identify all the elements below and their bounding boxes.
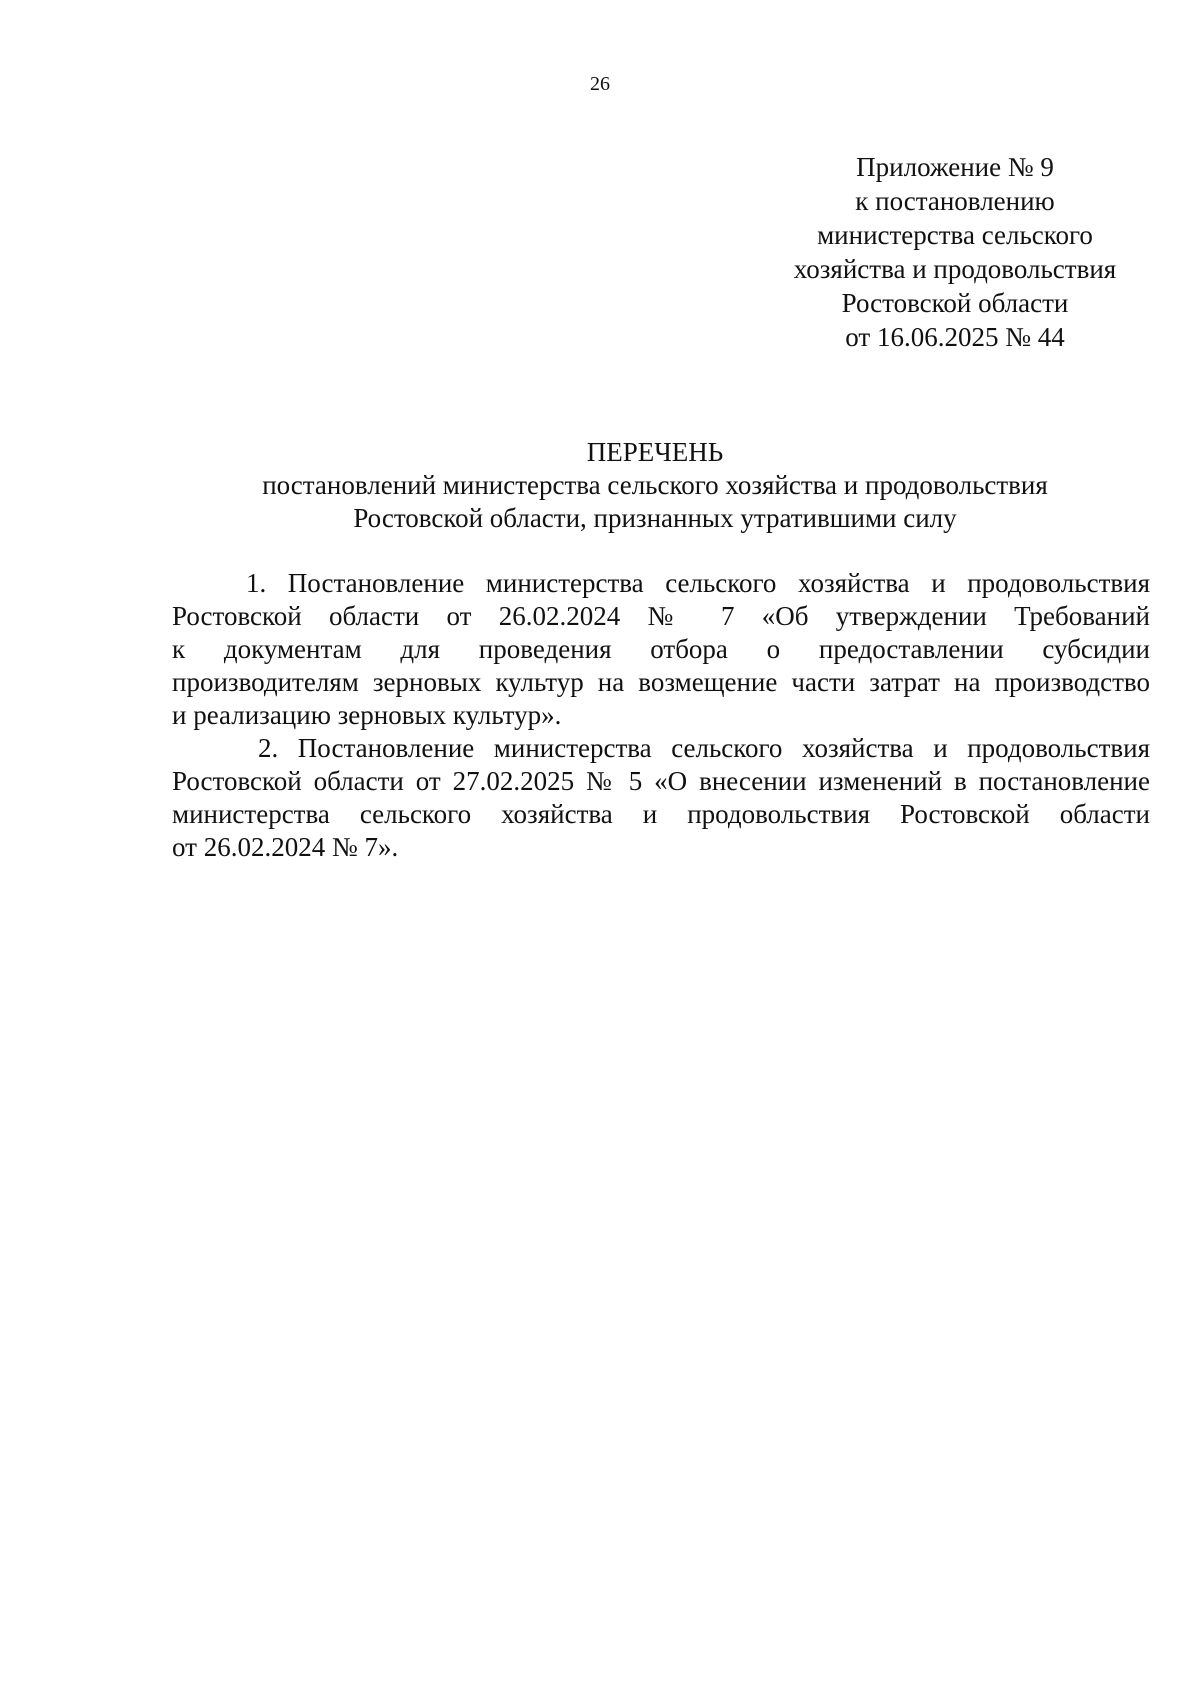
list-item-line: Ростовской области от 26.02.2024 № 7 «Об утверждении Требований — [172, 601, 1150, 631]
title-heading: ПЕРЕЧЕНЬ — [586, 437, 724, 467]
appendix-line: Ростовской области — [841, 288, 1069, 318]
title-subtitle-line: постановлений министерства сельского хозяйства и продовольствия — [262, 470, 1048, 500]
list-item-line: к документам для проведения отбора о предоставлении субсидии — [172, 634, 1150, 664]
list-item — [172, 732, 1150, 864]
list-item-line: производителям зерновых культур на возмещение части затрат на производство — [172, 667, 1150, 697]
list-item-line: 2. Постановление министерства сельского хозяйства и продовольствия — [258, 733, 1150, 763]
list-item-line: министерства сельского хозяйства и продовольствия Ростовской области — [172, 799, 1150, 829]
appendix-line: министерства сельского — [817, 220, 1093, 250]
list-item-line: и реализацию зерновых культур». — [172, 700, 562, 730]
list-item-line: Ростовской области от 27.02.2025 № 5 «О внесении изменений в постановление — [172, 766, 1150, 796]
title-subtitle-line: Ростовской области, признанных утратившими силу — [353, 503, 957, 533]
appendix-line: Приложение № 9 — [856, 152, 1054, 182]
appendix-header — [760, 150, 1150, 354]
list-item — [172, 567, 1150, 732]
document-title — [160, 436, 1150, 535]
appendix-line: от 16.06.2025 № 44 — [845, 322, 1065, 352]
appendix-line: хозяйства и продовольствия — [793, 254, 1117, 284]
list-item-line: 1. Постановление министерства сельского хозяйства и продовольствия — [246, 568, 1150, 598]
appendix-line: к постановлению — [855, 186, 1055, 216]
document-body — [172, 567, 1150, 864]
page-number: 26 — [590, 73, 610, 95]
list-item-line: от 26.02.2024 № 7». — [172, 832, 399, 862]
